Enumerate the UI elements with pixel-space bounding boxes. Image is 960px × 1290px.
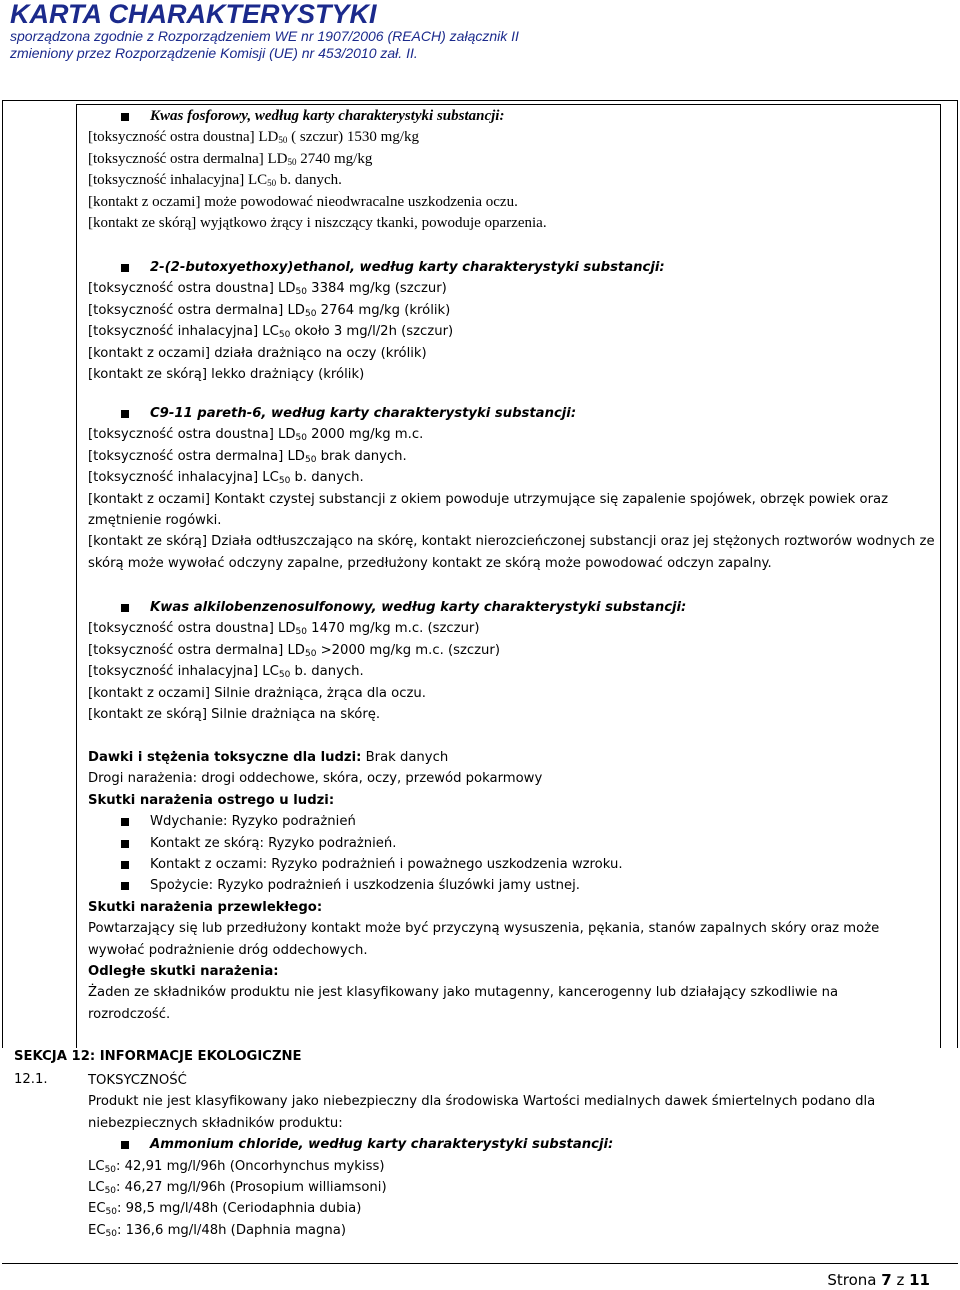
acute-effects-label: Skutki narażenia ostrego u ludzi: bbox=[88, 792, 335, 808]
subscript: 50 bbox=[304, 648, 317, 659]
substance-title: Kwas alkilobenzenosulfonowy, według karty charakterystyki substancji: bbox=[150, 600, 687, 615]
long-term-effects-text: Żaden ze składników produktu nie jest klasyfikowany jako mutagenny, kancerogenny lub działający szkodliwie na rozrodczość. bbox=[88, 985, 839, 1022]
skin-contact: [kontakt ze skórą] Silnie drażniąca na skórę. bbox=[88, 707, 381, 723]
tox-dermal-label: [toksyczność ostra dermalna] LD bbox=[88, 302, 305, 318]
bullet-icon bbox=[121, 840, 129, 848]
subscript: 50 bbox=[304, 454, 317, 465]
eye-contact: [kontakt z oczami] Silnie drażniąca, żrąca dla oczu. bbox=[88, 685, 426, 701]
tox-inhal-label: [toksyczność inhalacyjna] LC bbox=[88, 324, 279, 340]
human-effects bbox=[88, 747, 948, 1025]
skin-contact: [kontakt ze skórą] wyjątkowo żrący i niszczący tkanki, powoduje oparzenia. bbox=[88, 215, 547, 232]
eco-tox-item: $LC_{50}$: 42,91 mg/l/96h (Oncorhynchus mykiss) bbox=[88, 1158, 385, 1175]
block-kwas-alkilobenzenosulfonowy bbox=[88, 597, 948, 725]
subscript: 50 bbox=[267, 178, 277, 189]
tox-inhal-value: b. danych. bbox=[276, 172, 342, 189]
tox-inhal-value: b. danych. bbox=[290, 664, 364, 680]
regulation-line-2: zmieniony przez Rozporządzenie Komisji (UE) nr 453/2010 zał. II. bbox=[10, 45, 418, 61]
tox-oral-label: [toksyczność ostra doustna] LD bbox=[88, 621, 296, 637]
tox-inhal-value: b. danych. bbox=[290, 470, 364, 486]
block-butoxyethoxy-ethanol bbox=[88, 257, 948, 385]
subscript: 50 bbox=[295, 433, 307, 444]
acute-effect-item: Kontakt ze skórą: Ryzyko podrażnień. bbox=[150, 835, 397, 851]
eco-tox-item: $EC_{50}$: 136,6 mg/l/48h (Daphnia magna) bbox=[88, 1222, 346, 1239]
bullet-icon bbox=[121, 113, 129, 121]
tox-dermal-label: [toksyczność ostra dermalna] LD bbox=[88, 150, 288, 167]
substance-title: C9-11 pareth-6, według karty charakterystyki substancji: bbox=[150, 406, 577, 421]
bullet-icon bbox=[121, 882, 129, 890]
bullet-icon bbox=[121, 604, 129, 612]
tox-oral-value: ( szczur) 1530 mg/kg bbox=[287, 129, 420, 146]
bullet-icon bbox=[121, 818, 129, 826]
toxic-doses-value: Brak danych bbox=[361, 750, 449, 765]
subscript: 50 bbox=[278, 670, 291, 681]
subscript: 50 bbox=[304, 308, 317, 319]
section-12-heading: SEKCJA 12: INFORMACJE EKOLOGICZNE bbox=[14, 1049, 302, 1064]
tox-inhal-label: [toksyczność inhalacyjna] LC bbox=[88, 470, 279, 486]
bullet-icon bbox=[121, 410, 129, 418]
long-term-effects-label: Odległe skutki narażenia: bbox=[88, 964, 279, 980]
subscript: 50 bbox=[104, 1164, 117, 1175]
document-header bbox=[10, 0, 950, 62]
subscript: 50 bbox=[104, 1186, 117, 1197]
footer-divider bbox=[2, 1263, 958, 1264]
subscript: 50 bbox=[295, 627, 307, 638]
eco-tox-item: $EC_{50}$: 98,5 mg/l/48h (Ceriodaphnia dubia) bbox=[88, 1201, 362, 1218]
tox-inhal-label: [toksyczność inhalacyjna] LC bbox=[88, 172, 268, 189]
tox-inhal-label: [toksyczność inhalacyjna] LC bbox=[88, 664, 279, 680]
bullet-icon bbox=[121, 861, 129, 869]
subsection-title: TOKSYCZNOŚĆ bbox=[88, 1073, 187, 1088]
tox-dermal-label: [toksyczność ostra dermalna] LD bbox=[88, 642, 305, 658]
tox-dermal-value: 2740 mg/kg bbox=[296, 150, 373, 167]
substance-title: 2-(2-butoxyethoxy)ethanol, według karty charakterystyki substancji: bbox=[150, 260, 665, 275]
subscript: 50 bbox=[105, 1228, 117, 1239]
tox-oral-value: 3384 mg/kg (szczur) bbox=[306, 281, 447, 297]
regulation-line-1: sporządzona zgodnie z Rozporządzeniem WE nr 1907/2006 (REACH) załącznik II bbox=[10, 28, 519, 44]
eye-contact: [kontakt z oczami] może powodować nieodwracalne uszkodzenia oczu. bbox=[88, 193, 518, 210]
tox-dermal-value: 2764 mg/kg (królik) bbox=[316, 302, 451, 318]
substance-title: Ammonium chloride, według karty charakterystyki substancji: bbox=[150, 1137, 614, 1153]
subscript: 50 bbox=[278, 135, 288, 146]
toxic-doses-label: Dawki i stężenia toksyczne dla ludzi: bbox=[88, 750, 362, 765]
block-c9-11-pareth bbox=[88, 403, 948, 574]
subsection-number: 12.1. bbox=[14, 1072, 48, 1087]
block-kwas-fosforowy bbox=[88, 106, 948, 234]
subscript: 50 bbox=[287, 156, 297, 167]
tox-inhal-value: około 3 mg/l/2h (szczur) bbox=[290, 324, 454, 340]
tox-oral-label: [toksyczność ostra doustna] LD bbox=[88, 427, 296, 443]
document-title: KARTA CHARAKTERYSTYKI bbox=[10, 0, 377, 29]
eco-tox-item: $LC_{50}$: 46,27 mg/l/96h (Prosopium williamsoni) bbox=[88, 1180, 387, 1197]
bullet-icon bbox=[121, 1141, 129, 1149]
substance-title: Kwas fosforowy, według karty charakterystyki substancji: bbox=[150, 108, 505, 124]
eye-contact: [kontakt z oczami] Kontakt czystej substancji z okiem powoduje utrzymujące się zapalenie spojówek, obrzęk powiek oraz zmętnienie rogówki. bbox=[88, 491, 888, 529]
tox-oral-value: 1470 mg/kg m.c. (szczur) bbox=[306, 621, 480, 637]
exposure-routes: Drogi narażenia: drogi oddechowe, skóra, oczy, przewód pokarmowy bbox=[88, 771, 543, 787]
skin-contact: [kontakt ze skórą] lekko drażniący (królik) bbox=[88, 367, 365, 383]
tox-dermal-value: brak danych. bbox=[316, 448, 407, 464]
subscript: 50 bbox=[105, 1207, 117, 1218]
page-number: Strona 7 z 11 bbox=[827, 1271, 930, 1289]
tox-oral-label: [toksyczność ostra doustna] LD bbox=[88, 129, 279, 146]
section-12-intro: Produkt nie jest klasyfikowany jako niebezpieczny dla środowiska Wartości medialnych dawek śmiertelnych podano dla niebezpiecznych składników produktu: bbox=[88, 1094, 876, 1131]
tox-dermal-label: [toksyczność ostra dermalna] LD bbox=[88, 448, 305, 464]
subscript: 50 bbox=[278, 476, 291, 487]
section-12-content bbox=[88, 1070, 948, 1241]
tox-oral-value: 2000 mg/kg m.c. bbox=[306, 427, 424, 443]
chronic-effects-label: Skutki narażenia przewlekłego: bbox=[88, 899, 323, 915]
acute-effect-item: Kontakt z oczami: Ryzyko podrażnień i poważnego uszkodzenia wzroku. bbox=[150, 857, 623, 873]
tox-dermal-value: >2000 mg/kg m.c. (szczur) bbox=[316, 642, 500, 658]
bullet-icon bbox=[121, 264, 129, 272]
acute-effect-item: Spożycie: Ryzyko podrażnień i uszkodzenia śluzówki jamy ustnej. bbox=[150, 878, 580, 894]
tox-oral-label: [toksyczność ostra doustna] LD bbox=[88, 281, 296, 297]
subscript: 50 bbox=[278, 330, 291, 341]
chronic-effects-text: Powtarzający się lub przedłużony kontakt może być przyczyną wysuszenia, pękania, stanów zapalnych skóry oraz może wywołać podrażnienie dróg oddechowych. bbox=[88, 921, 880, 958]
skin-contact: [kontakt ze skórą] Działa odtłuszczająco na skórę, kontakt nierozcieńczonej substancji oraz jej stężonych roztworów wodnych ze skórą może wywołać odczyny zapalne, przedłużony kontakt ze skórą może powodować odczyn zapalny. bbox=[88, 534, 935, 571]
acute-effect-item: Wdychanie: Ryzyko podrażnień bbox=[150, 814, 356, 830]
subscript: 50 bbox=[295, 287, 307, 298]
eye-contact: [kontakt z oczami] działa drażniąco na oczy (królik) bbox=[88, 345, 427, 361]
